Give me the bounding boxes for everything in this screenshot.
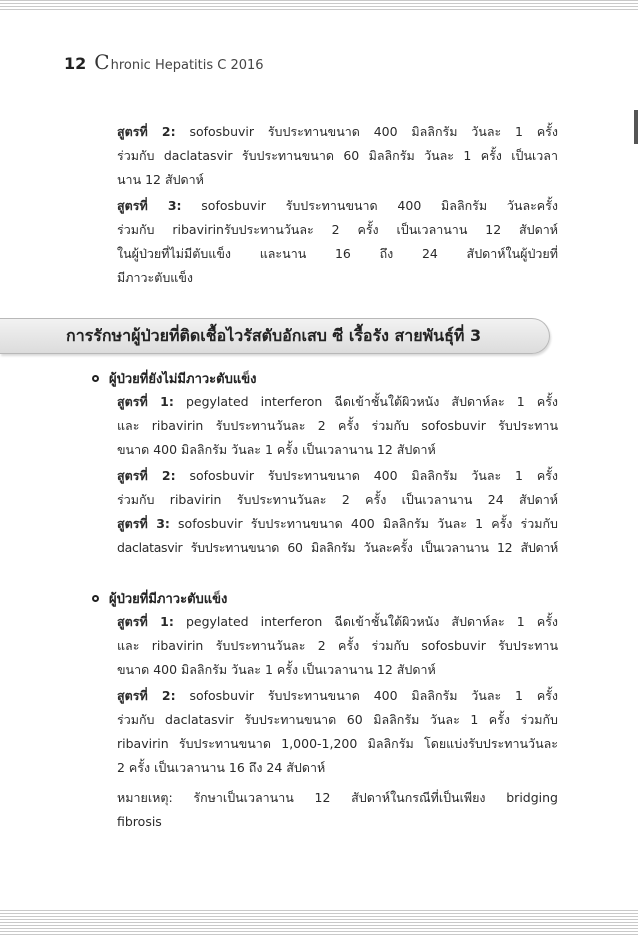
bullet-cirrhosis bbox=[92, 586, 227, 610]
g3-c-formula-1 bbox=[117, 610, 558, 682]
section-heading: การรักษาผู้ป่วยที่ติดเชื้อไวรัสตับอักเสบ ซี เรื้อรัง สายพันธุ์ที่ 3 bbox=[66, 326, 482, 345]
formula-line bbox=[117, 120, 558, 144]
g2-formula-3 bbox=[117, 194, 558, 290]
formula-line bbox=[117, 194, 558, 218]
top-decorative-stripes bbox=[0, 0, 638, 12]
g3-c-formula-2 bbox=[117, 684, 558, 780]
formula-text: sofosbuvir รับประทานขนาด 400 มิลลิกรัม วันละ 1 ครั้ง bbox=[189, 124, 558, 139]
formula-text: pegylated interferon ฉีดเข้าชั้นใต้ผิวหนัง สัปดาห์ละ 1 ครั้ง bbox=[185, 394, 558, 409]
circle-bullet-icon bbox=[92, 595, 99, 602]
formula-line: ร่วมกับ ribavirinรับประทานวันละ 2 ครั้ง เป็นเวลานาน 12 สัปดาห์ bbox=[117, 222, 558, 237]
formula-line: daclatasvir รับประทานขนาด 60 มิลลิกรัม วันละครั้ง เป็นเวลานาน 12 สัปดาห์ bbox=[117, 540, 558, 555]
formula-line bbox=[117, 684, 558, 708]
formula-line: และ ribavirin รับประทานวันละ 2 ครั้ง ร่วมกับ sofosbuvir รับประทาน bbox=[117, 418, 558, 433]
formula-line: และ ribavirin รับประทานวันละ 2 ครั้ง ร่วมกับ sofosbuvir รับประทาน bbox=[117, 638, 558, 653]
formula-line bbox=[117, 390, 558, 414]
running-title bbox=[94, 50, 263, 74]
formula-line: ribavirin รับประทานขนาด 1,000-1,200 มิลลิกรัม โดยแบ่งรับประทานวันละ bbox=[117, 736, 558, 751]
formula-text: sofosbuvir รับประทานขนาด 400 มิลลิกรัม วันละ 1 ครั้ง bbox=[189, 468, 558, 483]
formula-label: สูตรที่ 2: bbox=[117, 688, 176, 703]
g3-nc-formula-3 bbox=[117, 512, 558, 560]
formula-label: สูตรที่ 2: bbox=[117, 124, 176, 139]
formula-text: sofosbuvir รับประทานขนาด 400 มิลลิกรัม วันละ 1 ครั้ง ร่วมกับ bbox=[178, 516, 558, 531]
formula-label: สูตรที่ 2: bbox=[117, 468, 176, 483]
running-header bbox=[64, 50, 264, 74]
g3-nc-formula-2 bbox=[117, 464, 558, 512]
bottom-decorative-stripes bbox=[0, 910, 638, 936]
bullet-label: ผู้ป่วยที่ยังไม่มีภาวะตับแข็ง bbox=[109, 371, 257, 387]
formula-text: sofosbuvir รับประทานขนาด 400 มิลลิกรัม วันละ 1 ครั้ง bbox=[189, 688, 558, 703]
note-line: หมายเหตุ: รักษาเป็นเวลานาน 12 สัปดาห์ในกรณีที่เป็นเพียง bridging bbox=[117, 790, 558, 805]
bullet-no-cirrhosis bbox=[92, 366, 256, 390]
formula-line: มีภาวะตับแข็ง bbox=[117, 270, 193, 285]
formula-text: sofosbuvir รับประทานขนาด 400 มิลลิกรัม วันละครั้ง bbox=[201, 198, 558, 213]
running-title-rest: hronic Hepatitis C 2016 bbox=[110, 58, 264, 73]
formula-line bbox=[117, 610, 558, 634]
formula-line: ร่วมกับ daclatasvir รับประทานขนาด 60 มิลลิกรัม วันละ 1 ครั้ง ร่วมกับ bbox=[117, 712, 558, 727]
formula-label: สูตรที่ 1: bbox=[117, 614, 174, 629]
formula-text: pegylated interferon ฉีดเข้าชั้นใต้ผิวหนัง สัปดาห์ละ 1 ครั้ง bbox=[185, 614, 558, 629]
bullet-label: ผู้ป่วยที่มีภาวะตับแข็ง bbox=[109, 591, 228, 607]
page-number: 12 bbox=[64, 54, 87, 73]
formula-label: สูตรที่ 1: bbox=[117, 394, 174, 409]
section-heading-banner bbox=[0, 318, 550, 354]
formula-line: 2 ครั้ง เป็นเวลานาน 16 ถึง 24 สัปดาห์ bbox=[117, 760, 326, 775]
page-edge-tab bbox=[634, 110, 638, 144]
formula-label: สูตรที่ 3: bbox=[117, 516, 170, 531]
formula-line: ร่วมกับ daclatasvir รับประทานขนาด 60 มิลลิกรัม วันละ 1 ครั้ง เป็นเวลา bbox=[117, 148, 558, 163]
formula-line: ในผู้ป่วยที่ไม่มีตับแข็ง และนาน 16 ถึง 24 สัปดาห์ในผู้ป่วยที่ bbox=[117, 246, 558, 261]
note-line: fibrosis bbox=[117, 814, 162, 829]
running-title-initial: C bbox=[94, 50, 110, 74]
formula-line: ขนาด 400 มิลลิกรัม วันละ 1 ครั้ง เป็นเวลานาน 12 สัปดาห์ bbox=[117, 442, 436, 457]
formula-line: ร่วมกับ ribavirin รับประทานวันละ 2 ครั้ง เป็นเวลานาน 24 สัปดาห์ bbox=[117, 492, 558, 507]
formula-label: สูตรที่ 3: bbox=[117, 198, 182, 213]
g2-formula-2 bbox=[117, 120, 558, 192]
circle-bullet-icon bbox=[92, 375, 99, 382]
formula-line bbox=[117, 512, 558, 536]
g3-c-note bbox=[117, 786, 558, 834]
formula-line: นาน 12 สัปดาห์ bbox=[117, 172, 204, 187]
formula-line: ขนาด 400 มิลลิกรัม วันละ 1 ครั้ง เป็นเวลานาน 12 สัปดาห์ bbox=[117, 662, 436, 677]
formula-line bbox=[117, 464, 558, 488]
g3-nc-formula-1 bbox=[117, 390, 558, 462]
